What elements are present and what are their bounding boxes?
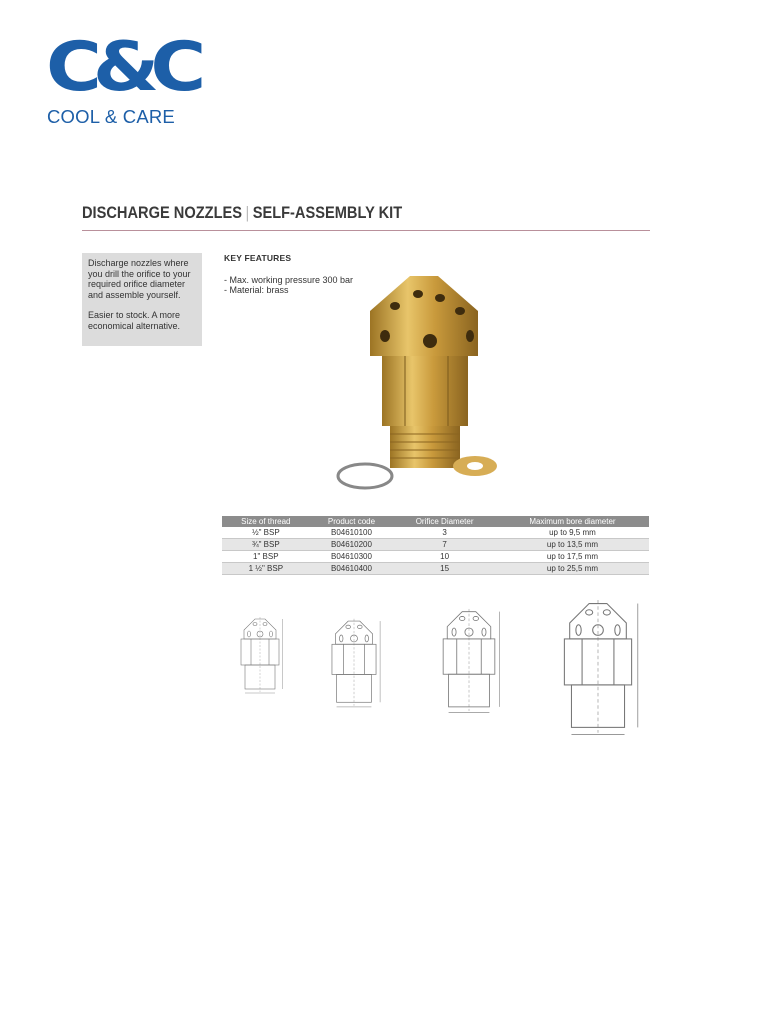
technical-drawing-one-inch [435, 608, 503, 716]
cell: ¾" BSP [222, 539, 310, 551]
title-separator: | [245, 203, 250, 222]
cell: up to 13,5 mm [496, 539, 649, 551]
logo-text: COOL & CARE [47, 106, 175, 127]
column-header: Size of thread [222, 516, 310, 527]
logo-mark: C&C [46, 28, 198, 107]
cell: B04610200 [310, 539, 394, 551]
table-header-row [222, 516, 649, 527]
cell: 15 [393, 563, 496, 575]
feature-item: - Max. working pressure 300 bar [224, 274, 354, 285]
cell: up to 25,5 mm [496, 563, 649, 575]
cell: 3 [393, 527, 496, 539]
column-header: Product code [310, 516, 394, 527]
cell: 10 [393, 551, 496, 563]
cell: B04610100 [310, 527, 394, 539]
feature-item: - Material: brass [224, 285, 289, 296]
key-features-heading: KEY FEATURES [224, 253, 292, 263]
cell: ½" BSP [222, 527, 310, 539]
table-row [222, 539, 649, 551]
cell: 1 ½" BSP [222, 563, 310, 575]
title-divider [82, 230, 650, 231]
technical-drawing-three-quarter-inch [325, 618, 383, 710]
logo [46, 28, 212, 127]
title-part2: SELF-ASSEMBLY KIT [252, 203, 403, 222]
cell: B04610400 [310, 563, 394, 575]
table-row [222, 551, 649, 563]
table-row [222, 527, 649, 539]
cell: up to 17,5 mm [496, 551, 649, 563]
cell: 1" BSP [222, 551, 310, 563]
technical-drawing-half-inch [235, 617, 285, 695]
title-part1: DISCHARGE NOZZLES [82, 203, 243, 222]
technical-drawing-one-half-inch [553, 600, 643, 738]
product-table [222, 516, 649, 575]
column-header: Maximum bore diameter [496, 516, 649, 527]
table-row [222, 563, 649, 575]
description-text: Discharge nozzles where you drill the orifice to your required orifice diameter and assemble yourself. [88, 258, 191, 300]
cell: 7 [393, 539, 496, 551]
nozzle-photo [310, 256, 546, 502]
cell: B04610300 [310, 551, 394, 563]
column-header: Orifice Diameter [393, 516, 496, 527]
description-box [82, 253, 202, 346]
cell: up to 9,5 mm [496, 527, 649, 539]
page-title [82, 203, 402, 223]
description-text: Easier to stock. A more economical alternative. [88, 310, 181, 331]
